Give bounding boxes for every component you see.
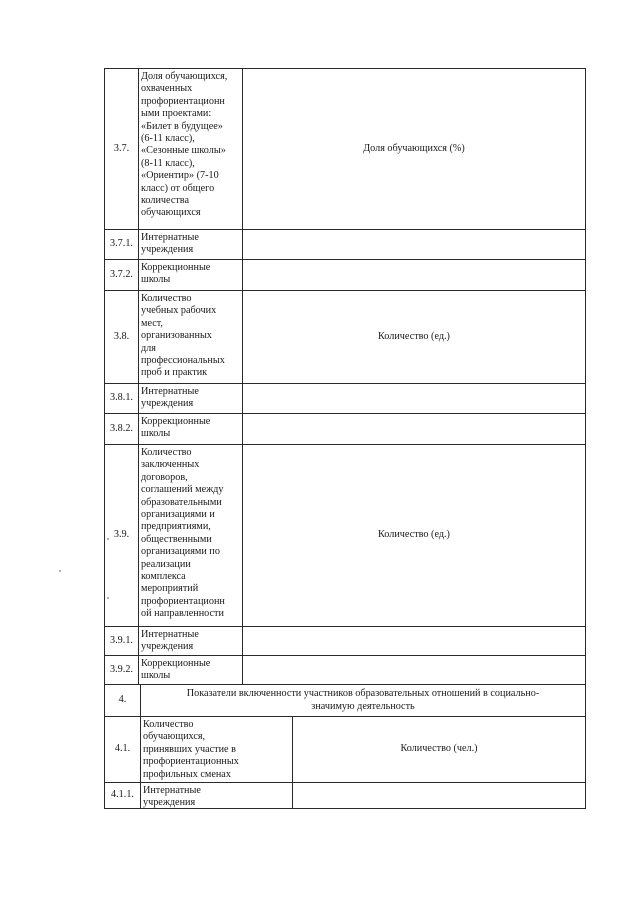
- row-number: 3.9.1.: [105, 627, 139, 655]
- row-unit: [293, 783, 585, 808]
- row-unit: [243, 627, 585, 655]
- table-row: [105, 259, 585, 290]
- table-row: [105, 229, 585, 259]
- row-number: 3.9.2.: [105, 656, 139, 684]
- table-row: [105, 782, 585, 808]
- row-number: 4.1.: [105, 717, 141, 782]
- section-number: 4.: [105, 685, 141, 716]
- row-description: Коррекционные школы: [139, 656, 243, 684]
- table-row: [105, 69, 585, 229]
- row-description: Количество заключенных договоров, соглашений между образовательными организациями и предприятиями, общественными организациями по реализации комплекса мероприятий профориентационн ой направленности: [139, 445, 243, 626]
- table-row: [105, 626, 585, 655]
- scan-speck: [107, 538, 109, 540]
- row-description: Интернатные учреждения: [139, 384, 243, 413]
- row-number: 3.8.: [105, 291, 139, 383]
- row-description: Коррекционные школы: [139, 414, 243, 444]
- row-unit: Количество (чел.): [400, 743, 478, 755]
- table-row: [105, 290, 585, 383]
- row-description: Количество учебных рабочих мест, организованных для профессиональных проб и практик: [139, 291, 243, 383]
- section-header-row: [105, 684, 585, 716]
- scan-speck: [107, 597, 109, 599]
- row-unit: Доля обучающихся (%): [363, 142, 465, 154]
- row-description: Интернатные учреждения: [139, 627, 243, 655]
- scan-speck: [59, 570, 61, 572]
- row-number: 3.8.2.: [105, 414, 139, 444]
- row-unit: Количество (ед.): [378, 330, 450, 342]
- row-unit: [243, 230, 585, 259]
- table-row: [105, 444, 585, 626]
- row-description: Интернатные учреждения: [141, 783, 293, 808]
- row-unit: [243, 656, 585, 684]
- row-unit: Количество (ед.): [378, 529, 450, 541]
- row-description: Доля обучающихся, охваченных профориентационн ыми проектами: «Билет в будущее» (6-11 класс), «Сезонные школы» (8-11 класс), «Ориентир» (7-10 класс) от общего количества обучающихся: [139, 69, 243, 229]
- row-unit: [243, 384, 585, 413]
- row-description: Коррекционные школы: [139, 260, 243, 290]
- section-title: Показатели включенности участников образовательных отношений в социально- значимую деятельность: [186, 688, 540, 712]
- table-row: [105, 413, 585, 444]
- table-row: [105, 655, 585, 684]
- row-number: 3.8.1.: [105, 384, 139, 413]
- row-number: 3.9.: [105, 445, 139, 626]
- row-number: 3.7.2.: [105, 260, 139, 290]
- row-unit: [243, 260, 585, 290]
- row-number: 3.7.: [105, 69, 139, 229]
- row-description: Количество обучающихся, принявших участие в профориентационных профильных сменах: [141, 717, 293, 782]
- indicators-table: [104, 68, 586, 809]
- row-description: Интернатные учреждения: [139, 230, 243, 259]
- row-unit: [243, 414, 585, 444]
- row-number: 3.7.1.: [105, 230, 139, 259]
- table-row: [105, 383, 585, 413]
- table-row: [105, 716, 585, 782]
- row-number: 4.1.1.: [105, 783, 141, 808]
